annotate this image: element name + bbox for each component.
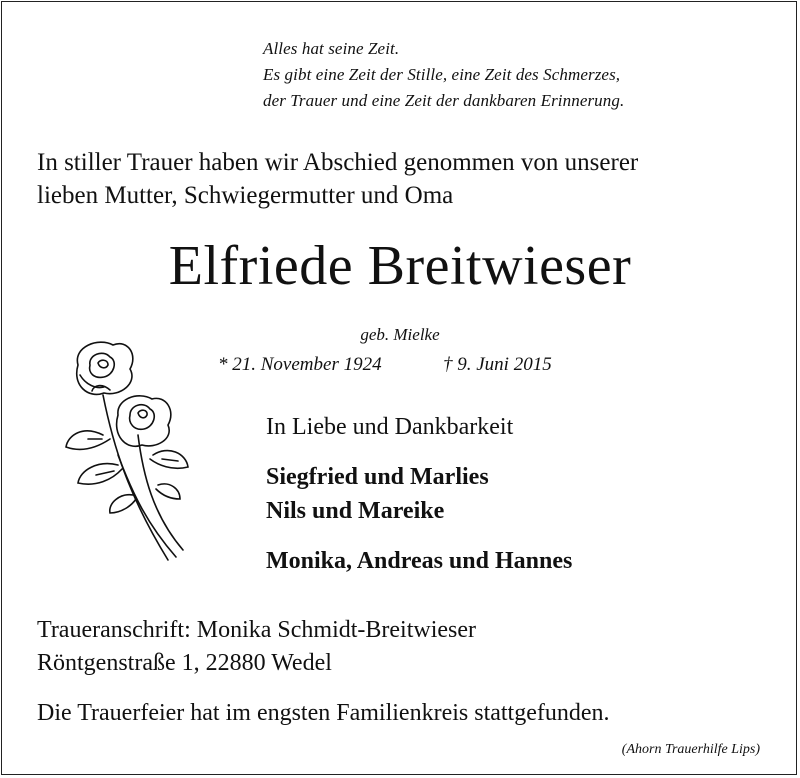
poem xyxy=(263,36,624,114)
dedication-text: In Liebe und Dankbarkeit xyxy=(266,414,514,440)
intro-line: lieben Mutter, Schwiegermutter und Oma xyxy=(37,182,454,209)
mourning-address xyxy=(37,614,476,680)
intro-line: In stiller Trauer haben wir Abschied genommen von unserer xyxy=(37,149,639,176)
funeral-home-credit: (Ahorn Trauerhilfe Lips) xyxy=(621,742,760,757)
maiden-name: geb. Mielke xyxy=(360,325,440,344)
intro-text xyxy=(37,146,638,212)
poem-line: Alles hat seine Zeit. xyxy=(263,39,400,58)
birth-date: * 21. November 1924 xyxy=(218,354,382,375)
poem-line: der Trauer und eine Zeit der dankbaren Erinnerung. xyxy=(263,91,625,110)
deceased-name: Elfriede Breitwieser xyxy=(168,235,632,297)
death-date: † 9. Juni 2015 xyxy=(443,354,552,375)
address-line: Traueranschrift: Monika Schmidt-Breitwieser xyxy=(37,617,477,643)
poem-line: Es gibt eine Zeit der Stille, eine Zeit des Schmerzes, xyxy=(263,65,621,84)
roses-illustration-icon xyxy=(58,335,198,570)
ceremony-note: Die Trauerfeier hat im engsten Familienkreis stattgefunden. xyxy=(37,700,610,726)
family-member-line: Nils und Mareike xyxy=(266,498,445,524)
family-member-line: Monika, Andreas und Hannes xyxy=(266,548,573,574)
family-member-line: Siegfried und Marlies xyxy=(266,464,489,490)
address-line: Röntgenstraße 1, 22880 Wedel xyxy=(37,650,332,676)
